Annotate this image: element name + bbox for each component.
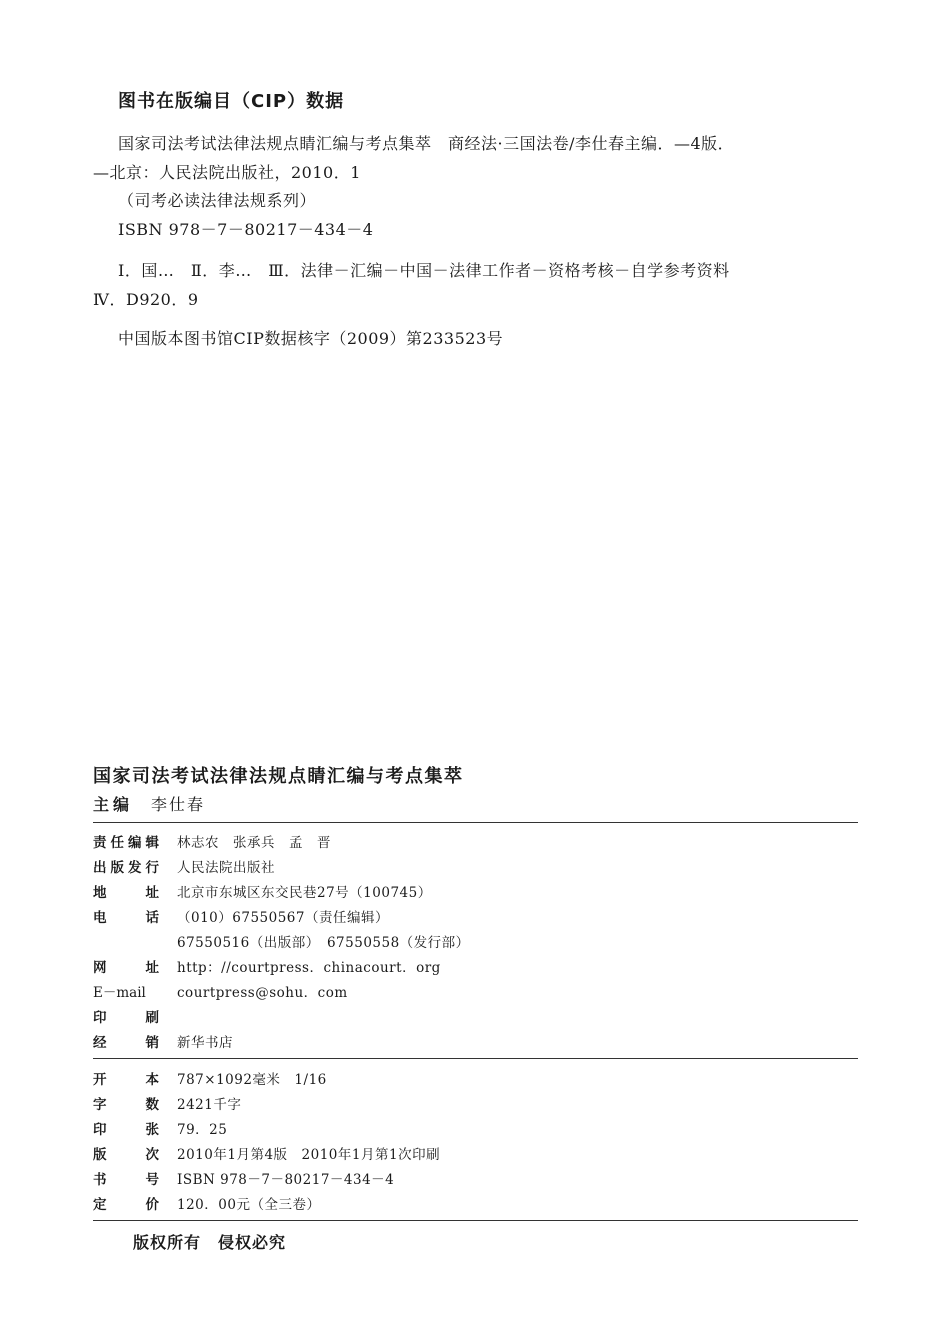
info-value: 67550516（出版部） 67550558（发行部） bbox=[177, 935, 470, 951]
cip-line-series: （司考必读法律法规系列） bbox=[118, 191, 317, 210]
info-label-char: 行 bbox=[145, 860, 159, 876]
info-label bbox=[93, 856, 159, 876]
info-value: 人民法院出版社 bbox=[177, 860, 275, 876]
info-label bbox=[93, 1093, 159, 1113]
info-value: 787×1092毫米 1/16 bbox=[177, 1072, 327, 1088]
info-label-char: 出 bbox=[93, 860, 107, 876]
info-label-char: 话 bbox=[145, 910, 159, 926]
info-label-char: 字 bbox=[93, 1097, 107, 1113]
info-label bbox=[93, 831, 159, 851]
info-label-char: 编 bbox=[128, 835, 142, 851]
info-label bbox=[93, 906, 159, 926]
info-label bbox=[93, 1143, 159, 1163]
info-label-char: 张 bbox=[145, 1122, 159, 1138]
info-value: http：//courtpress．chinacourt．org bbox=[177, 960, 441, 976]
info-label-char: 本 bbox=[145, 1072, 159, 1088]
info-label-char: 址 bbox=[145, 960, 159, 976]
copyright-notice: 版权所有 侵权必究 bbox=[133, 1233, 287, 1252]
cip-line-title-edition: 国家司法考试法律法规点睛汇编与考点集萃 商经法·三国法卷/李仕春主编．—4版． bbox=[118, 134, 735, 153]
info-label-char: 印 bbox=[93, 1010, 107, 1026]
editor-row bbox=[93, 792, 205, 815]
info-label-char: 价 bbox=[145, 1197, 159, 1213]
info-label-char: 印 bbox=[93, 1122, 107, 1138]
info-label bbox=[93, 1006, 159, 1026]
info-label bbox=[93, 1031, 159, 1051]
info-label-char: 书 bbox=[93, 1172, 107, 1188]
editor-label: 主编 bbox=[93, 795, 134, 814]
info-label bbox=[93, 1118, 159, 1138]
divider-top bbox=[93, 822, 858, 823]
info-label-char: 号 bbox=[145, 1172, 159, 1188]
info-label-char: 址 bbox=[145, 885, 159, 901]
divider-middle bbox=[93, 1058, 858, 1059]
info-label bbox=[93, 956, 159, 976]
info-value: 2010年1月第4版 2010年1月第1次印刷 bbox=[177, 1147, 441, 1163]
info-value: 林志农 张承兵 孟 晋 bbox=[177, 835, 331, 851]
info-value: ISBN 978－7－80217－434－4 bbox=[177, 1172, 395, 1188]
info-label-char: 任 bbox=[110, 835, 124, 851]
cip-title: 图书在版编目（CIP）数据 bbox=[118, 91, 345, 112]
info-label-char: 版 bbox=[110, 860, 124, 876]
cip-line-publisher: —北京：人民法院出版社，2010．1 bbox=[93, 163, 361, 182]
info-label-char: 网 bbox=[93, 960, 107, 976]
cip-line-record-number: 中国版本图书馆CIP数据核字（2009）第233523号 bbox=[118, 329, 504, 348]
info-value: （010）67550567（责任编辑） bbox=[177, 910, 389, 926]
info-label-char: 发 bbox=[128, 860, 142, 876]
info-value: 120．00元（全三卷） bbox=[177, 1197, 321, 1213]
info-value: 79．25 bbox=[177, 1122, 228, 1138]
info-label bbox=[93, 1168, 159, 1188]
info-label bbox=[93, 981, 159, 1001]
info-label-char: 版 bbox=[93, 1147, 107, 1163]
info-value: 2421千字 bbox=[177, 1097, 242, 1113]
info-label-char: 数 bbox=[145, 1097, 159, 1113]
info-label-char: 销 bbox=[145, 1035, 159, 1051]
info-label-char: 辑 bbox=[145, 835, 159, 851]
info-value: 新华书店 bbox=[177, 1035, 233, 1051]
info-value: courtpress@sohu．com bbox=[177, 985, 348, 1001]
info-label-char: 定 bbox=[93, 1197, 107, 1213]
info-label bbox=[93, 1068, 159, 1088]
info-label-char: 电 bbox=[93, 910, 107, 926]
cip-line-classification: Ⅳ．D920．9 bbox=[93, 290, 199, 309]
info-label bbox=[93, 881, 159, 901]
info-label bbox=[93, 1193, 159, 1213]
info-value: 北京市东城区东交民巷27号（100745） bbox=[177, 885, 432, 901]
info-label-char: 开 bbox=[93, 1072, 107, 1088]
info-label-char: 刷 bbox=[145, 1010, 159, 1026]
cip-line-subjects: Ⅰ．国… Ⅱ．李… Ⅲ．法律－汇编－中国－法律工作者－资格考核－自学参考资料 bbox=[118, 261, 730, 280]
info-label-char: 经 bbox=[93, 1035, 107, 1051]
info-label-char: 地 bbox=[93, 885, 107, 901]
cip-line-isbn: ISBN 978－7－80217－434－4 bbox=[118, 220, 374, 239]
info-label-char: E－mail bbox=[93, 985, 146, 1001]
info-label-char: 次 bbox=[145, 1147, 159, 1163]
divider-bottom bbox=[93, 1220, 858, 1221]
editor-name: 李仕春 bbox=[151, 795, 206, 814]
info-label-char: 责 bbox=[93, 835, 107, 851]
book-title: 国家司法考试法律法规点睛汇编与考点集萃 bbox=[93, 766, 464, 787]
